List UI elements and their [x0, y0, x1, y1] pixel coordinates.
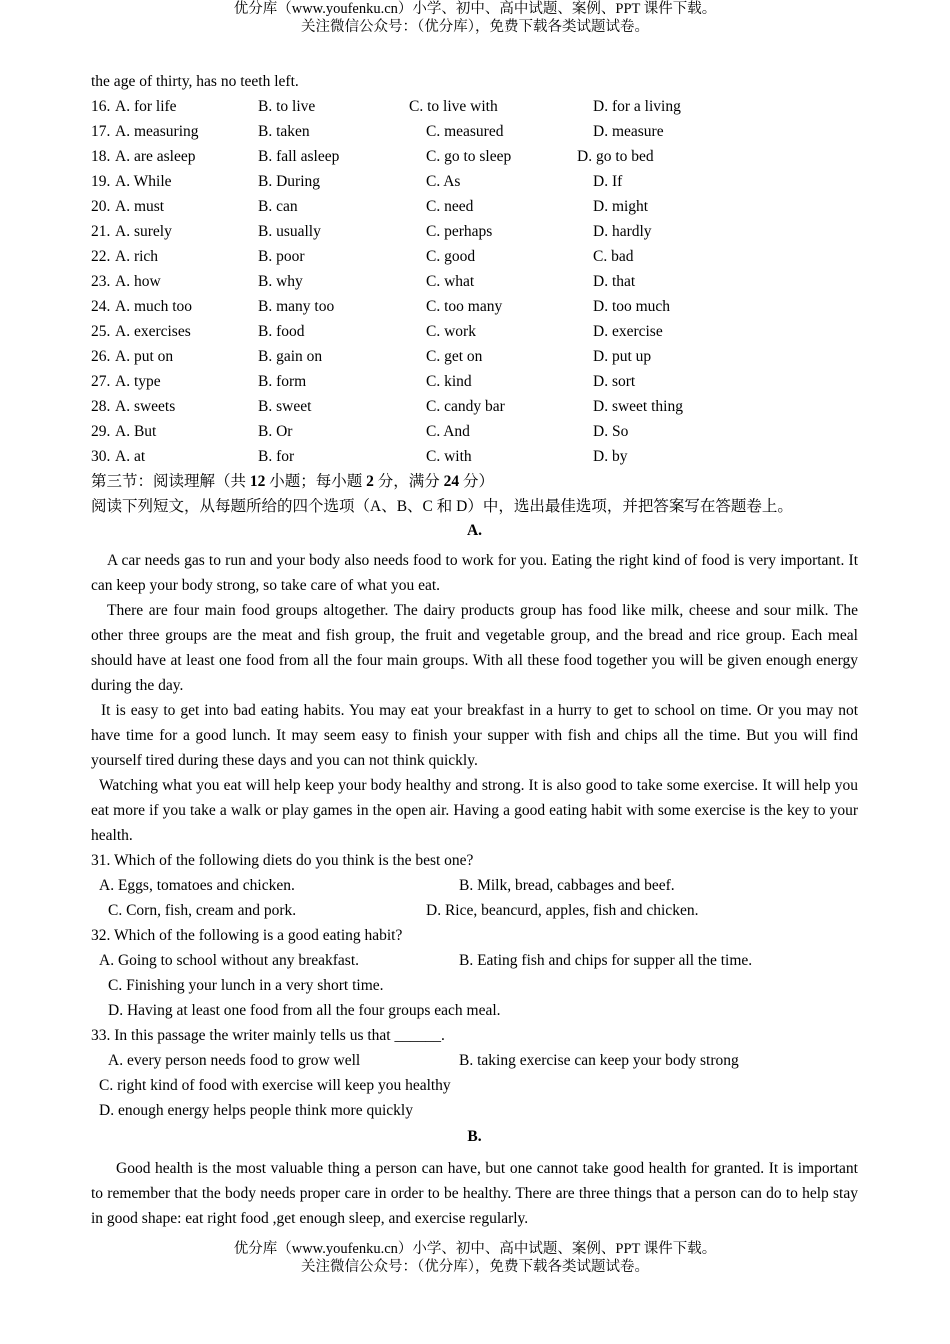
cloze-option-d: D. put up: [593, 348, 652, 365]
section3-title-part: 小题；每小题: [265, 473, 367, 490]
cloze-option-c: C. candy bar: [426, 398, 505, 415]
section3-count: 12: [249, 473, 266, 490]
section3-points-each: 2: [366, 473, 374, 490]
cloze-item: [91, 444, 858, 469]
cloze-option-b: B. fall asleep: [258, 148, 340, 165]
cloze-item: [91, 219, 858, 244]
continuation-text: the age of thirty, has no teeth left.: [91, 73, 299, 90]
cloze-option-d: D. by: [593, 448, 628, 465]
cloze-item-number: 20.: [91, 198, 111, 215]
cloze-option-c: C. to live with: [409, 98, 498, 115]
cloze-option-a: A. While: [115, 173, 172, 190]
question-stem: 31. Which of the following diets do you think is the best one?: [91, 852, 474, 869]
cloze-item-number: 25.: [91, 323, 111, 340]
cloze-option-a: A. exercises: [115, 323, 191, 340]
option-d: D. Rice, beancurd, apples, fish and chicken.: [426, 902, 699, 919]
cloze-option-d: D. that: [593, 273, 636, 290]
cloze-option-a: A. surely: [115, 223, 172, 240]
option-a: A. Going to school without any breakfast.: [99, 952, 360, 969]
cloze-item-number: 17.: [91, 123, 111, 140]
cloze-item-number: 22.: [91, 248, 111, 265]
cloze-item: [91, 119, 858, 144]
cloze-option-c: C. good: [426, 248, 476, 265]
section3-title-part: 分，满分: [373, 473, 444, 490]
footer-line-1: 优分库（www.youfenku.cn）小学、初中、高中试题、案例、PPT 课件下载。: [233, 1241, 717, 1257]
cloze-item-number: 16.: [91, 98, 111, 115]
cloze-item: [91, 94, 858, 119]
question-option-c: [91, 973, 858, 998]
cloze-option-d: D. too much: [593, 298, 671, 315]
cloze-item: [91, 144, 858, 169]
cloze-option-a: A. rich: [115, 248, 159, 265]
header-line-1: 优分库（www.youfenku.cn）小学、初中、高中试题、案例、PPT 课件下载。: [233, 1, 717, 17]
cloze-option-d: D. go to bed: [577, 148, 654, 165]
cloze-option-c: C. too many: [426, 298, 503, 315]
cloze-item: [91, 394, 858, 419]
cloze-option-c: C. get on: [426, 348, 483, 365]
question-options-row: [91, 898, 858, 923]
footer-line-2: 关注微信公众号：（优分库），免费下载各类试题试卷。: [301, 1259, 649, 1275]
passage-a-label: A.: [466, 522, 483, 539]
option-c: C. Corn, fish, cream and pork.: [108, 902, 297, 919]
cloze-option-b: B. for: [258, 448, 295, 465]
question-options-row: [91, 1048, 858, 1073]
cloze-option-c: C. As: [426, 173, 461, 190]
cloze-option-b: B. During: [258, 173, 320, 190]
cloze-item-number: 27.: [91, 373, 111, 390]
section3-title-part: 第三节：阅读理解（共: [91, 473, 250, 490]
option-c: C. Finishing your lunch in a very short time.: [108, 977, 384, 994]
cloze-item-number: 21.: [91, 223, 111, 240]
cloze-option-b: B. poor: [258, 248, 305, 265]
cloze-option-a: A. But: [115, 423, 157, 440]
cloze-item: [91, 269, 858, 294]
cloze-option-b: B. can: [258, 198, 298, 215]
cloze-item-number: 24.: [91, 298, 111, 315]
cloze-option-d: D. So: [593, 423, 629, 440]
option-d: D. enough energy helps people think more quickly: [99, 1102, 413, 1119]
cloze-option-a: A. are asleep: [115, 148, 196, 165]
cloze-item-number: 19.: [91, 173, 111, 190]
cloze-item-number: 18.: [91, 148, 111, 165]
page-footer: [0, 1240, 950, 1276]
cloze-option-a: A. must: [115, 198, 165, 215]
cloze-item-number: 29.: [91, 423, 111, 440]
passage-a-paragraph: Watching what you eat will help keep your body healthy and strong. It is also good to take some exercise. It will help you eat more if you take a walk or play games in the open air. Having a good eating habit with some exercise is the key to your health.: [91, 777, 858, 844]
section3-instruction: 阅读下列短文，从每题所给的四个选项（A、B、C 和 D）中，选出最佳选项，并把答案写在答题卷上。: [91, 498, 793, 515]
cloze-option-b: B. gain on: [258, 348, 323, 365]
cloze-option-a: A. for life: [115, 98, 177, 115]
passage-b-label: B.: [467, 1128, 482, 1145]
cloze-option-b: B. food: [258, 323, 305, 340]
cloze-item: [91, 344, 858, 369]
section3-title-part: 分）: [459, 473, 495, 490]
option-a: A. every person needs food to grow well: [108, 1052, 361, 1069]
cloze-option-b: B. usually: [258, 223, 321, 240]
cloze-option-d: C. bad: [593, 248, 634, 265]
cloze-option-c: C. work: [426, 323, 476, 340]
question-option-c: [91, 1073, 858, 1098]
cloze-option-b: B. form: [258, 373, 307, 390]
cloze-option-b: B. to live: [258, 98, 316, 115]
passage-a-paragraph: There are four main food groups altogether. The dairy products group has food like milk, cheese and sour milk. The other three groups are the meat and fish group, the fruit and vegetable group, and the bread and rice group. Each meal should have at least one food from all the four main groups. With all these food together you will be given enough energy during the day.: [91, 602, 858, 694]
cloze-option-c: C. go to sleep: [426, 148, 512, 165]
cloze-option-d: D. for a living: [593, 98, 681, 115]
question-option-d: [91, 998, 858, 1023]
cloze-option-c: C. measured: [426, 123, 504, 140]
question-options-row: [91, 948, 858, 973]
question-stem: 32. Which of the following is a good eating habit?: [91, 927, 403, 944]
passage-b-paragraph: Good health is the most valuable thing a person can have, but one cannot take good health for granted. It is important to remember that the body needs proper care in order to be healthy. There are three things that a person can do to help stay in good shape: eat right food ,get enough sleep, and exercise regularly.: [91, 1160, 858, 1227]
option-d: D. Having at least one food from all the four groups each meal.: [108, 1002, 501, 1019]
cloze-item-number: 23.: [91, 273, 111, 290]
cloze-option-c: C. And: [426, 423, 470, 440]
cloze-option-d: D. measure: [593, 123, 664, 140]
cloze-option-a: A. type: [115, 373, 161, 390]
cloze-item: [91, 294, 858, 319]
page-header: [0, 0, 950, 36]
cloze-option-c: C. perhaps: [426, 223, 493, 240]
cloze-option-c: C. kind: [426, 373, 472, 390]
cloze-option-b: B. taken: [258, 123, 310, 140]
cloze-item: [91, 169, 858, 194]
cloze-option-a: A. how: [115, 273, 161, 290]
question-option-d: [91, 1098, 858, 1123]
passage-a-paragraph: It is easy to get into bad eating habits. You may eat your breakfast in a hurry to get to school on time. Or you may not have time for a good lunch. It may seem easy to finish your supper with fish and chips all the time. But you will find yourself tired during these days and you can not think quickly.: [91, 702, 858, 769]
cloze-option-d: D. hardly: [593, 223, 652, 240]
cloze-item: [91, 194, 858, 219]
cloze-option-a: A. sweets: [115, 398, 176, 415]
option-b: B. Eating fish and chips for supper all the time.: [459, 952, 753, 969]
section3-title: [91, 469, 858, 494]
cloze-item: [91, 244, 858, 269]
cloze-option-d: D. sweet thing: [593, 398, 683, 415]
cloze-item: [91, 419, 858, 444]
cloze-option-c: C. with: [426, 448, 472, 465]
header-line-2: 关注微信公众号：（优分库），免费下载各类试题试卷。: [301, 19, 649, 35]
cloze-option-d: D. exercise: [593, 323, 663, 340]
cloze-option-c: C. need: [426, 198, 474, 215]
cloze-option-c: C. what: [426, 273, 475, 290]
cloze-item: [91, 319, 858, 344]
cloze-option-a: A. measuring: [115, 123, 199, 140]
question-options-row: [91, 873, 858, 898]
cloze-option-a: A. put on: [115, 348, 174, 365]
option-a: A. Eggs, tomatoes and chicken.: [99, 877, 295, 894]
cloze-item: [91, 369, 858, 394]
cloze-option-d: D. If: [593, 173, 623, 190]
passage-a-paragraph: A car needs gas to run and your body also needs food to work for you. Eating the right kind of food is very important. It can keep your body strong, so take care of what you eat.: [91, 552, 858, 594]
cloze-item-number: 30.: [91, 448, 111, 465]
cloze-item-number: 26.: [91, 348, 111, 365]
cloze-option-b: B. Or: [258, 423, 293, 440]
cloze-option-b: B. sweet: [258, 398, 312, 415]
option-c: C. right kind of food with exercise will keep you healthy: [99, 1077, 451, 1094]
option-b: B. taking exercise can keep your body strong: [459, 1052, 739, 1069]
question-stem: 33. In this passage the writer mainly tells us that ______.: [91, 1027, 445, 1044]
cloze-item-number: 28.: [91, 398, 111, 415]
cloze-option-b: B. why: [258, 273, 303, 290]
cloze-option-d: D. might: [593, 198, 649, 215]
cloze-option-a: A. at: [115, 448, 146, 465]
option-b: B. Milk, bread, cabbages and beef.: [459, 877, 675, 894]
cloze-option-a: A. much too: [115, 298, 193, 315]
document-body: [91, 69, 858, 1231]
cloze-option-d: D. sort: [593, 373, 636, 390]
cloze-options-list: [91, 94, 858, 469]
cloze-option-b: B. many too: [258, 298, 335, 315]
section3-total-points: 24: [443, 473, 460, 490]
